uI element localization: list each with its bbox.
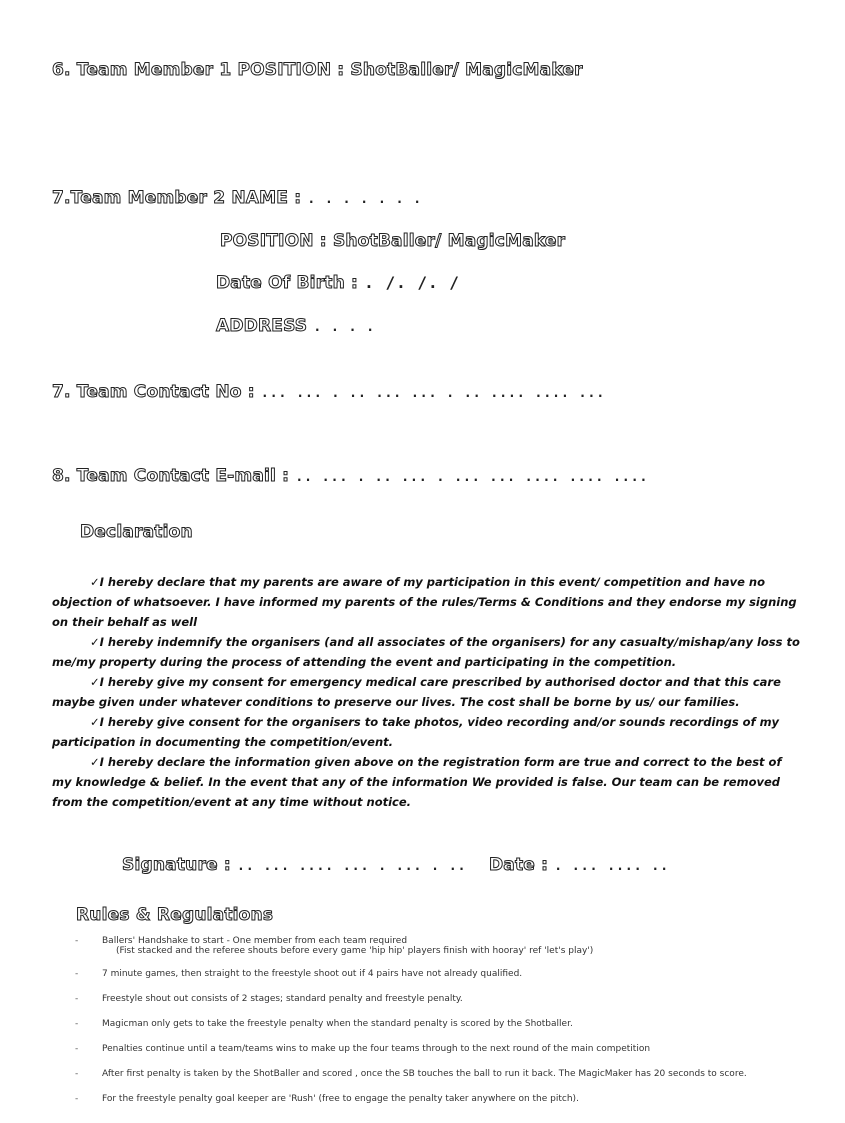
rule-item [75,936,795,956]
signature-date-line [489,855,669,875]
rule-item [75,1094,795,1106]
declaration-body [52,572,802,812]
rule-subtext: (Fist stacked and the referee shouts before every game 'hip hip' players finish with hooray' ref 'let's play') [116,946,594,956]
member2-dob-label: Date Of Birth : [216,273,359,293]
team-contact-no-field[interactable]: ... ... . .. ... ... . .. .... .... ... [260,386,606,401]
rule-text: Magicman only gets to take the freestyle penalty when the standard penalty is scored by the Shotballer. [102,1019,573,1029]
rules-list [75,936,795,1106]
member2-position-line [220,231,565,251]
declaration-heading: Declaration [80,522,193,542]
rule-item [75,969,795,981]
member2-dob-line [216,273,460,293]
signature-field[interactable]: .. ... .... ... . ... . .. [237,859,467,874]
signature-line [122,855,467,875]
member2-dob-field[interactable]: . /. /. / [364,273,460,292]
team-contact-email-line [52,466,648,486]
declaration-item: ✓I hereby indemnify the organisers (and all associates of the organisers) for any casualty/mishap/any loss to me/my property during the process of attending the event and participating in the competition. [52,635,800,669]
member2-address-label: ADDRESS [216,316,308,336]
declaration-item: ✓I hereby give my consent for emergency medical care prescribed by authorised doctor and that this care maybe given under whatever conditions to preserve our lives. The cost shall be borne by us/ our families. [52,675,781,709]
rule-item [75,1069,795,1081]
member2-position-label: POSITION : [220,231,327,251]
member2-address-line [216,316,375,336]
signature-label: Signature : [122,855,231,875]
rule-text: For the freestyle penalty goal keeper are 'Rush' (free to engage the penalty taker anywhere on the pitch). [102,1094,579,1104]
signature-date-field[interactable]: . ... .... .. [554,859,670,874]
team-contact-no-line [52,382,605,402]
rule-text: Freestyle shout out consists of 2 stages; standard penalty and freestyle penalty. [102,994,463,1004]
member1-position-label: 6. Team Member 1 POSITION : [52,60,345,80]
rule-text: 7 minute games, then straight to the freestyle shoot out if 4 pairs have not already qualified. [102,969,523,979]
team-contact-email-label: 8. Team Contact E-mail : [52,466,290,486]
member2-name-field[interactable]: . . . . . . . [307,192,423,207]
member1-position-value: ShotBaller/ MagicMaker [350,60,583,80]
team-contact-no-label: 7. Team Contact No : [52,382,255,402]
rule-item [75,1044,795,1056]
member1-position-line [52,60,583,80]
rules-heading: Rules & Regulations [76,905,274,925]
member2-name-label: 7.Team Member 2 NAME : [52,188,302,208]
declaration-item: ✓I hereby give consent for the organisers to take photos, video recording and/or sounds recordings of my participation in documenting the competition/event. [52,715,780,749]
member2-name-line [52,188,422,208]
rule-text: Penalties continue until a team/teams wins to make up the four teams through to the next round of the main competition [102,1044,651,1054]
rule-text: After first penalty is taken by the ShotBaller and scored , once the SB touches the ball to run it back. The MagicMaker has 20 seconds to score. [102,1069,747,1079]
rule-item [75,1019,795,1031]
member2-address-field[interactable]: . . . . [313,320,376,335]
team-contact-email-field[interactable]: .. ... . .. ... . ... ... .... .... .... [295,470,649,485]
rule-item [75,994,795,1006]
declaration-item: ✓I hereby declare that my parents are aware of my participation in this event/ competition and have no objection of whatsoever. I have informed my parents of the rules/Terms & Conditions and they endorse my signing on their behalf as well [52,575,797,629]
rule-text: Ballers' Handshake to start - One member from each team required [102,936,408,946]
declaration-item: ✓I hereby declare the information given above on the registration form are true and correct to the best of my knowledge & belief. In the event that any of the information We provided is false. Our team can be removed from the competition/event at any time without notice. [52,755,782,809]
signature-date-label: Date : [489,855,549,875]
member2-position-value: ShotBaller/ MagicMaker [332,231,566,251]
